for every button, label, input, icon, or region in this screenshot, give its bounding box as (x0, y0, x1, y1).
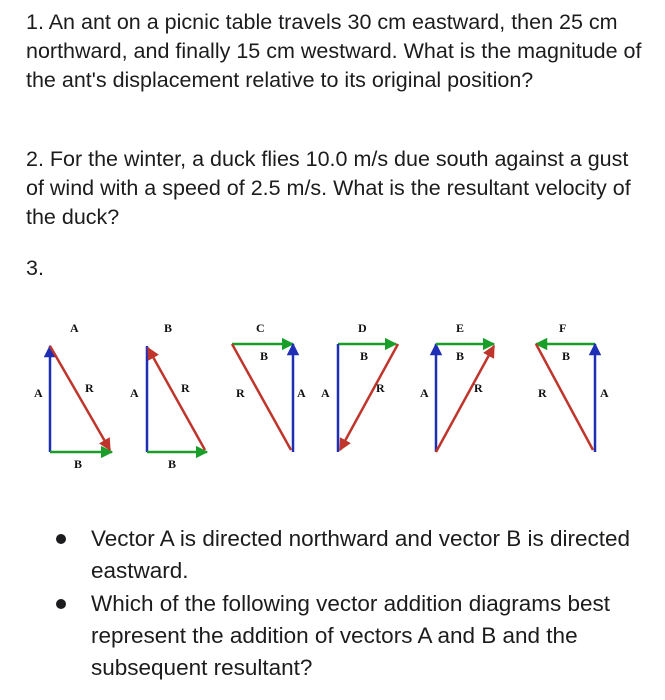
diagram-a[interactable] (34, 321, 112, 471)
diagram-d-label-r: R (376, 381, 385, 395)
diagram-c[interactable] (232, 321, 306, 452)
diagram-e-letter: E (456, 321, 465, 335)
question-2: 2. For the winter, a duck flies 10.0 m/s due south against a gust of wind with a speed of 2.5 m/s. What is the resultant velocity of the duck? (26, 147, 631, 229)
diagram-e-label-r: R (474, 381, 483, 395)
diagram-d[interactable] (321, 321, 398, 452)
diagram-c-label-r: R (236, 386, 245, 400)
diagram-b[interactable] (130, 321, 207, 471)
diagram-f-label-r: R (538, 386, 547, 400)
diagram-a-vector-r (50, 346, 110, 450)
bullet-icon (56, 534, 66, 544)
diagram-b-letter: B (164, 321, 173, 335)
bullet-text-1: Vector A is directed northward and vector B is directed eastward. (91, 526, 631, 583)
bullet-text-2: Which of the following vector addition diagrams best represent the addition of vectors A and B and the subsequent resultant? (91, 591, 611, 680)
diagram-e[interactable] (420, 321, 494, 452)
diagram-f-letter: F (559, 321, 567, 335)
diagram-d-label-a: A (321, 386, 330, 400)
diagram-f[interactable] (536, 321, 609, 452)
diagram-a-label-r: R (85, 381, 94, 395)
diagram-b-label-b: B (168, 457, 177, 471)
diagram-a-label-a: A (34, 386, 43, 400)
diagram-b-label-r: R (181, 381, 190, 395)
diagram-c-letter: C (256, 321, 265, 335)
diagram-f-label-b: B (562, 349, 571, 363)
diagram-e-vector-r (436, 346, 494, 452)
diagram-d-vector-r (340, 344, 398, 450)
diagram-b-vector-r (148, 348, 205, 450)
diagram-a-label-b: B (74, 457, 83, 471)
diagram-d-letter: D (358, 321, 367, 335)
vector-diagrams (0, 300, 665, 480)
diagram-c-label-a: A (297, 386, 306, 400)
diagram-e-label-a: A (420, 386, 429, 400)
list-item (54, 588, 654, 684)
question-1: 1. An ant on a picnic table travels 30 cm eastward, then 25 cm northward, and finally 15 cm westward. What is the magnitude of the ant's displacement relative to its original position? (26, 10, 642, 92)
question-3: 3. (26, 256, 44, 280)
diagram-c-label-b: B (260, 349, 269, 363)
diagram-f-label-a: A (600, 386, 609, 400)
diagram-d-label-b: B (360, 349, 369, 363)
diagram-a-letter: A (70, 321, 79, 335)
instruction-list (54, 523, 654, 685)
diagram-e-label-b: B (456, 349, 465, 363)
diagram-b-label-a: A (130, 386, 139, 400)
list-item (54, 523, 654, 587)
bullet-icon (56, 599, 66, 609)
